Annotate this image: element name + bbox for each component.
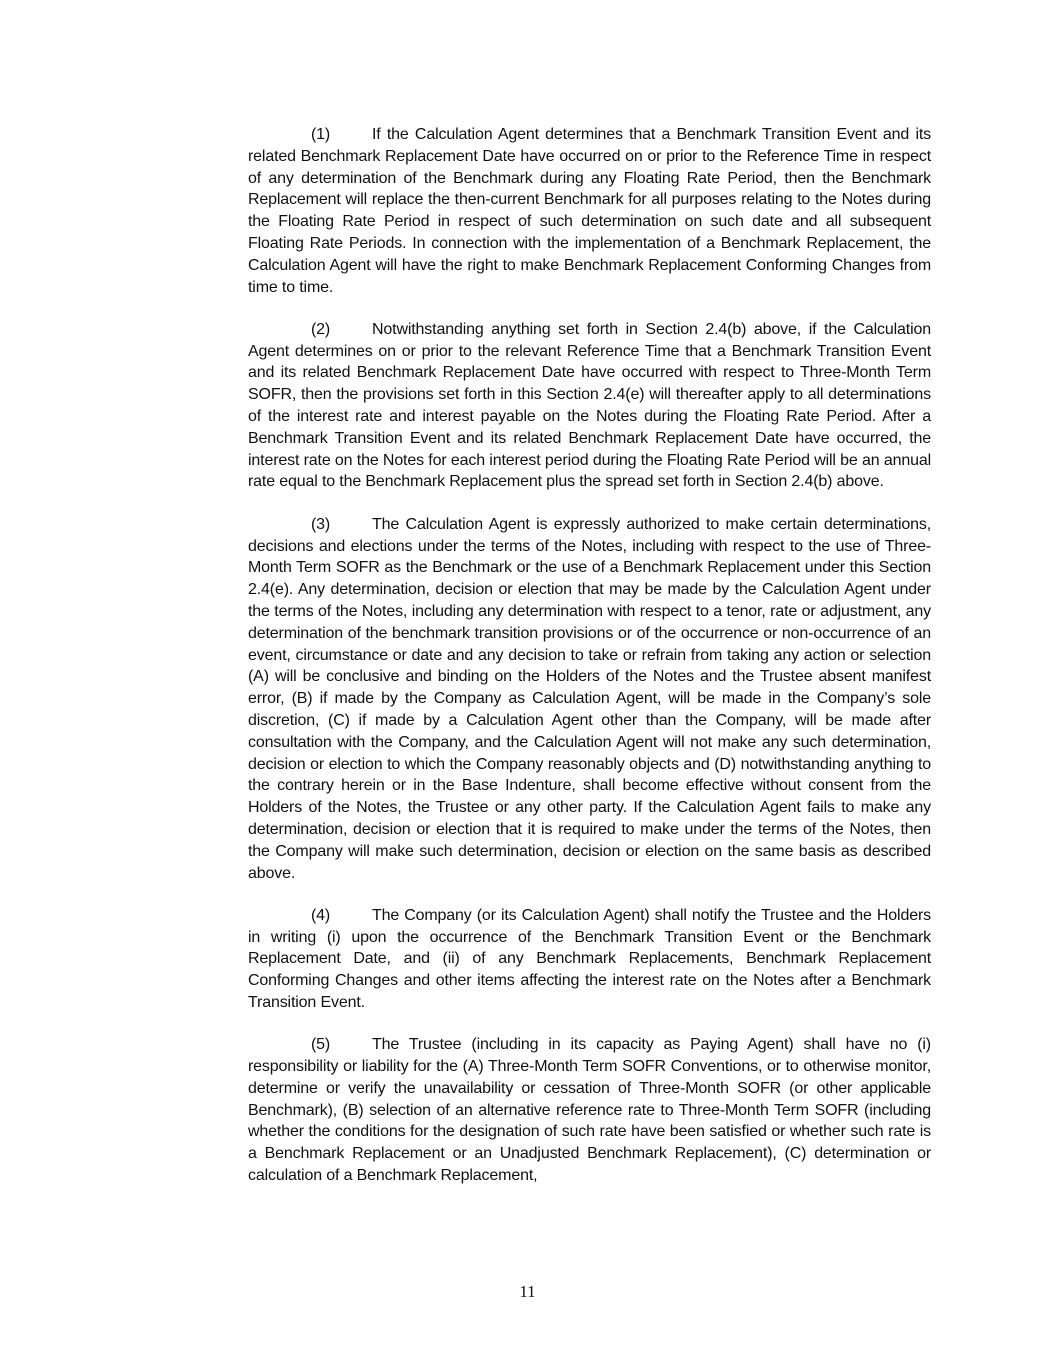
- page-number: 11: [519, 1282, 536, 1301]
- paragraph-number: (3): [311, 515, 331, 533]
- paragraph-1: [248, 124, 931, 298]
- paragraph-number: (1): [311, 126, 331, 143]
- paragraph-text: If the Calculation Agent determines that a Benchmark Transition Event and its related Benchmark Replacement Date have occurred on or prior to the Reference Time in respect of any determination of the Benchmark during any Floating Rate Period, then the Benchmark Replacement will replace the then-current Benchmark for all purposes relating to the Notes during the Floating Rate Period in respect of such determination on such date and all subsequent Floating Rate Periods. In connection with the implementation of a Benchmark Replacement, the Calculation Agent will have the right to make Benchmark Replacement Conforming Changes from time to time.: [248, 126, 931, 296]
- paragraph-2: [248, 319, 931, 493]
- paragraph-text: Notwithstanding anything set forth in Section 2.4(b) above, if the Calculation Agent determines on or prior to the relevant Reference Time that a Benchmark Transition Event and its related Benchmark Replacement Date have occurred with respect to Three-Month Term SOFR, then the provisions set forth in this Section 2.4(e) will thereafter apply to all determinations of the interest rate and interest payable on the Notes during the Floating Rate Period. After a Benchmark Transition Event and its related Benchmark Replacement Date have occurred, the interest rate on the Notes for each interest period during the Floating Rate Period will be an annual rate equal to the Benchmark Replacement plus the spread set forth in Section 2.4(b) above.: [248, 320, 931, 491]
- paragraph-number: (5): [311, 1036, 331, 1054]
- paragraph-number: (4): [311, 906, 331, 924]
- paragraph-text: The Calculation Agent is expressly authorized to make certain determinations, decisions and elections under the terms of the Notes, including with respect to the use of Three-Month Term SOFR as the Benchmark or the use of a Benchmark Replacement under this Section 2.4(e). Any determination, decision or election that may be made by the Calculation Agent under the terms of the Notes, including any determination with respect to a tenor, rate or adjustment, any determination of the benchmark transition provisions or of the occurrence or non-occurrence of an event, circumstance or date and any decision to take or refrain from taking any action or selection (A) will be conclusive and binding on the Holders of the Notes and the Trustee absent manifest error, (B) if made by the Company as Calculation Agent, will be made in the Company’s sole discretion, (C) if made by a Calculation Agent other than the Company, will be made after consultation with the Company, and the Calculation Agent will not make any such determination, decision or election to which the Company reasonably objects and (D) notwithstanding anything to the contrary herein or in the Base Indenture, shall become effective without consent from the Holders of the Notes, the Trustee or any other party. If the Calculation Agent fails to make any determination, decision or election that it is required to make under the terms of the Notes, then the Company will make such determination, decision or election on the same basis as described above.: [248, 515, 931, 882]
- paragraph-5: [248, 1034, 931, 1187]
- paragraph-3: [248, 514, 931, 885]
- paragraph-number: (2): [311, 320, 331, 338]
- paragraph-text: The Trustee (including in its capacity as Paying Agent) shall have no (i) responsibility or liability for the (A) Three-Month Term SOFR Conventions, or to otherwise monitor, determine or verify the unavailability or cessation of Three-Month SOFR (or other applicable Benchmark), (B) selection of an alternative reference rate to Three-Month Term SOFR (including whether the conditions for the designation of such rate have been satisfied or whether such rate is a Benchmark Replacement or an Unadjusted Benchmark Replacement), (C) determination or calculation of a Benchmark Replacement,: [248, 1036, 931, 1185]
- document-body: [248, 124, 931, 1207]
- paragraph-text: The Company (or its Calculation Agent) shall notify the Trustee and the Holders in writing (i) upon the occurrence of the Benchmark Transition Event or the Benchmark Replacement Date, and (ii) of any Benchmark Replacements, Benchmark Replacement Conforming Changes and other items affecting the interest rate on the Notes after a Benchmark Transition Event.: [248, 906, 931, 1011]
- paragraph-4: [248, 905, 931, 1014]
